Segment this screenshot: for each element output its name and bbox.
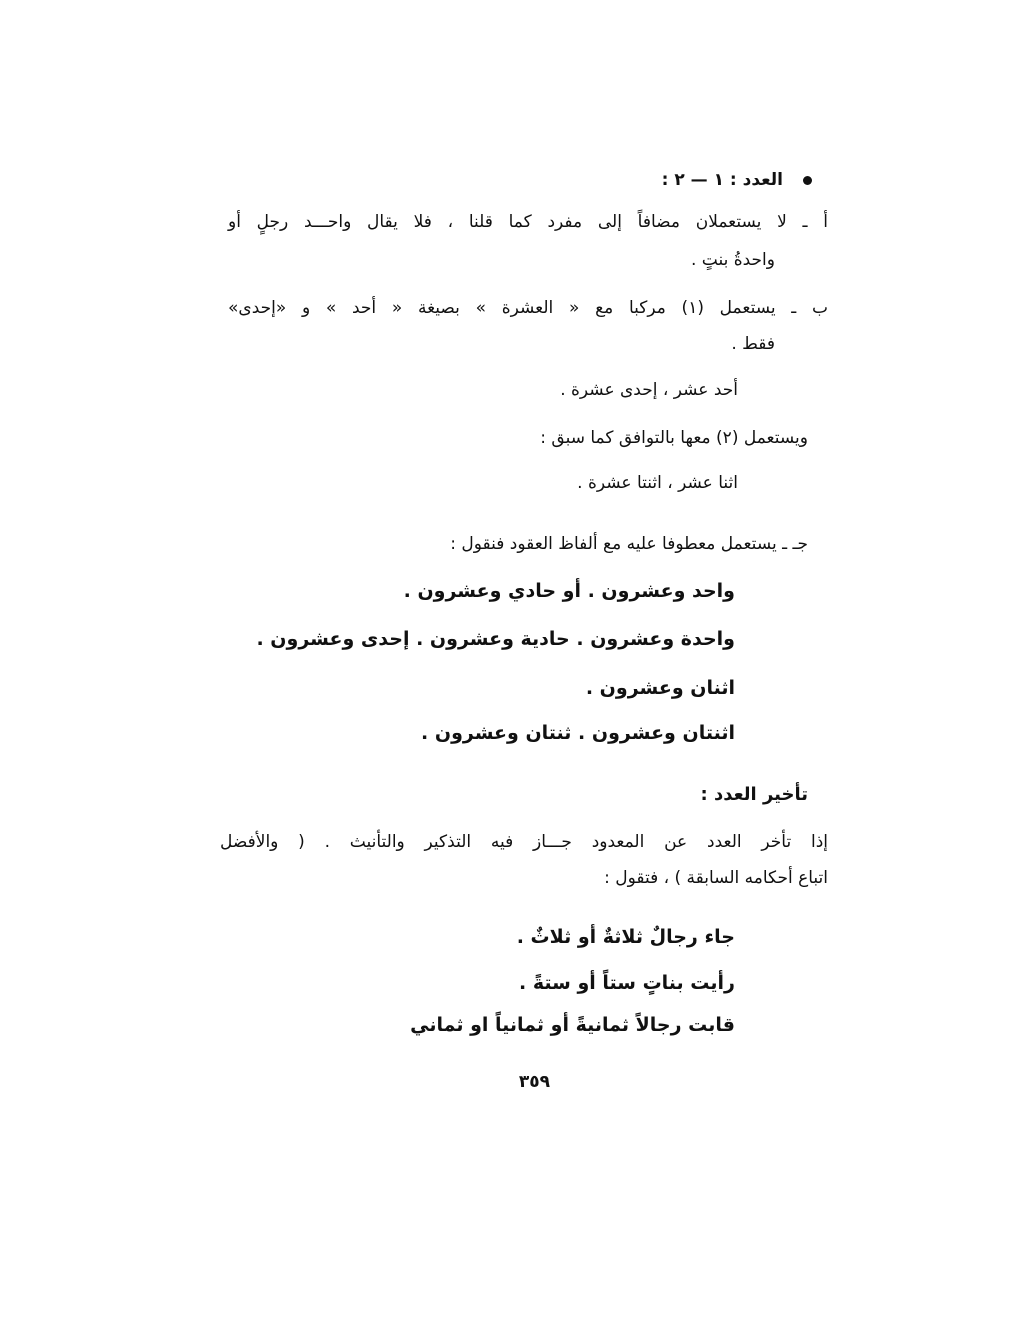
para-a-line2: واحدةُ بنتٍ . [690, 250, 775, 270]
example-c-4: اثنتان وعشرون . ثنتان وعشرون . [421, 722, 735, 744]
para-delay-line2: اتباع أحكامه السابقة ) ، فتقول : [604, 868, 828, 888]
para-delay-line1: إذا تأخر العدد عن المعدود جـــاز فيه التذكير والتأنيث . ( والأفضل [220, 832, 828, 852]
example-b1: أحد عشر ، إحدى عشرة . [560, 380, 738, 400]
para-a-line1: أ ـ لا يستعملان مضافاً إلى مفرد كما قلنا ، فلا يقال واحـــد رجلٍ أو [228, 212, 828, 232]
subheading-delay: تأخير العدد : [700, 784, 808, 805]
example-b2: اثنا عشر ، اثنتا عشرة . [577, 473, 738, 493]
para-b-line1: ب ـ يستعمل (١) مركبا مع « العشرة » بصيغة « أحد » و «إحدى» [228, 298, 829, 318]
example-delay-2: رأيت بناتٍ ستاً أو ستةً . [519, 972, 735, 994]
example-c-3: اثنان وعشرون . [585, 677, 735, 699]
example-c-1: واحد وعشرون . أو حادي وعشرون . [403, 580, 735, 602]
section-heading-text: العدد : ١ — ٢ : [661, 170, 783, 190]
example-delay-1: جاء رجالٌ ثلاثةٌ أو ثلاثٌ . [516, 926, 735, 948]
para-b-line2: فقط . [731, 334, 775, 354]
section-heading [662, 172, 812, 189]
page-number: ٣٥٩ [518, 1072, 550, 1092]
para-c: جـ ـ يستعمل معطوفا عليه مع ألفاظ العقود فنقول : [450, 534, 808, 554]
bullet-icon [803, 176, 812, 185]
para-b2: ويستعمل (٢) معها بالتوافق كما سبق : [540, 428, 808, 448]
example-delay-3: قابت رجالاً ثمانيةً أو ثمانياً او ثماني [410, 1014, 735, 1036]
example-c-2: واحدة وعشرون . حادية وعشرون . إحدى وعشرون . [256, 628, 735, 650]
